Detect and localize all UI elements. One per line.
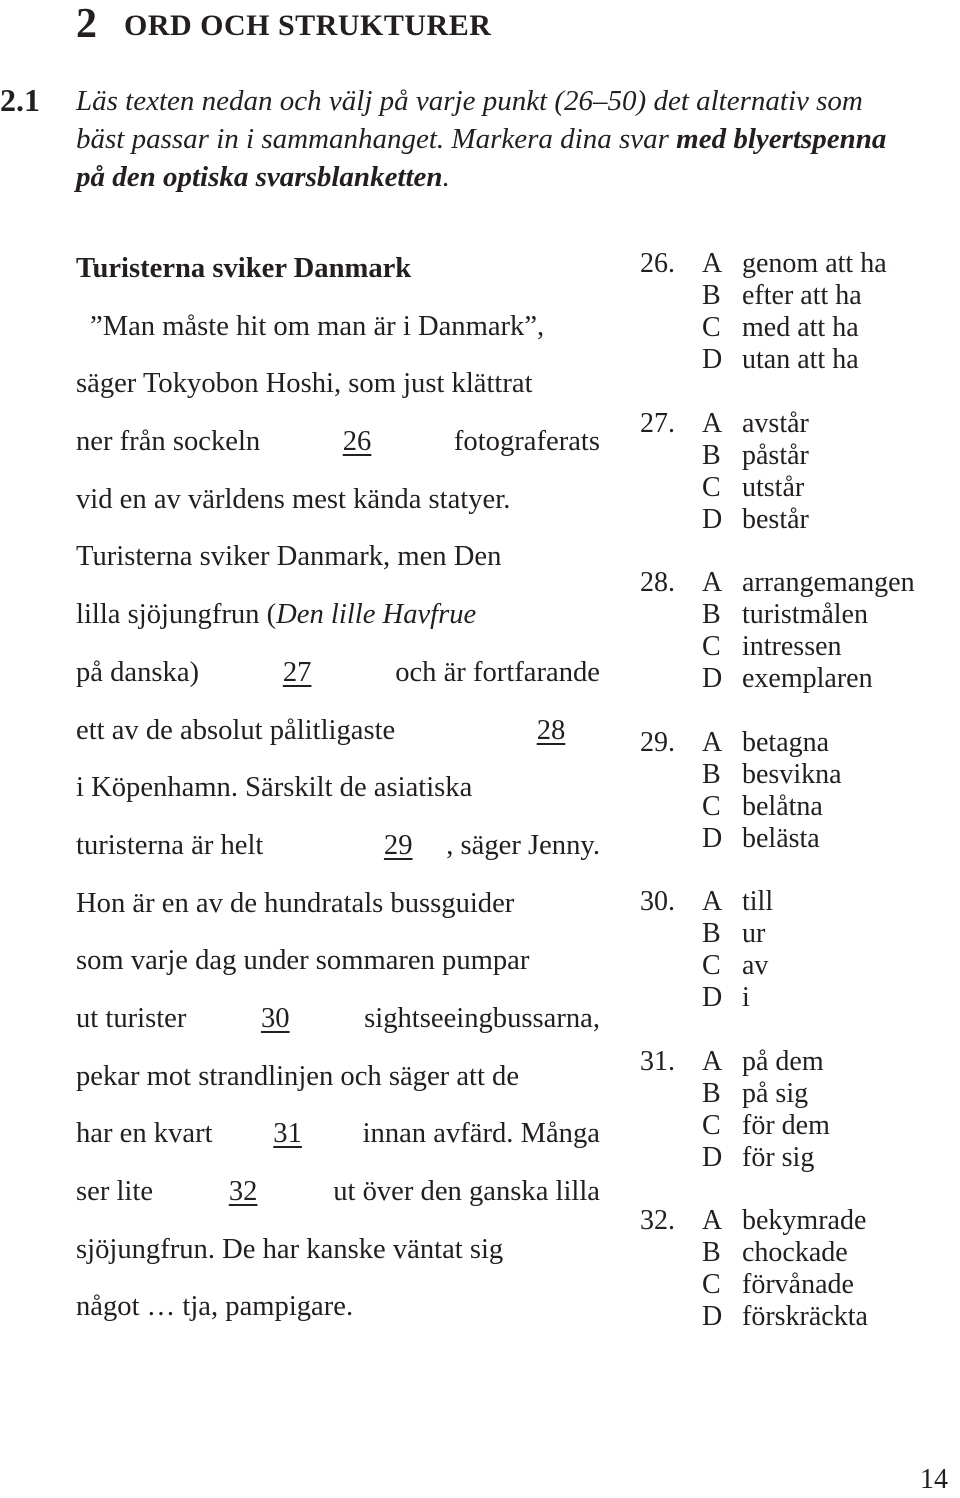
article-text: på danska) (76, 656, 200, 688)
option-text: avstår (742, 407, 809, 439)
article-text: Hon är en av de hundratals bussguider (76, 887, 515, 919)
option-letter: D (702, 663, 723, 694)
option-text: till (742, 886, 774, 917)
article-line (76, 534, 600, 592)
article-text: och är fortfarande (395, 656, 600, 688)
option-letter: D (702, 822, 723, 854)
option-b (702, 759, 842, 791)
article-text (350, 823, 600, 869)
option-letter: B (702, 1237, 721, 1268)
article-line (76, 361, 600, 419)
option-letter: D (702, 344, 723, 375)
question-number: 30. (640, 886, 675, 917)
option-b (702, 918, 765, 950)
article-text: innan avfärd. Många (362, 1118, 600, 1150)
article-line (76, 1284, 600, 1342)
option-a (702, 1046, 824, 1078)
article-text: ser lite (76, 1176, 154, 1207)
instructions-emphasis: på den optiska svarsblanketten (76, 161, 443, 193)
option-text: arrangemangen (742, 567, 915, 598)
option-c (702, 1110, 830, 1142)
question-27 (640, 408, 960, 568)
option-letter: C (702, 1109, 721, 1141)
article-text: säger Tokyobon Hoshi, som just klättrat (76, 368, 533, 400)
question-32 (640, 1205, 960, 1365)
option-letter: B (702, 758, 721, 790)
question-31 (640, 1046, 960, 1206)
option-b (702, 1078, 808, 1110)
gap-30: 30 (260, 1002, 290, 1034)
option-b (702, 599, 868, 631)
instructions-line-2 (76, 120, 960, 158)
option-letter: C (702, 1269, 721, 1300)
option-d (702, 823, 820, 855)
option-text: på sig (742, 1077, 809, 1109)
article-text: fotograferats (453, 426, 600, 458)
article-text: ner från sockeln (76, 426, 261, 458)
article-title: Turisterna sviker Danmark (76, 253, 412, 284)
option-text: belåtna (742, 790, 823, 822)
instructions-emphasis: med blyertspenna (676, 123, 887, 155)
option-a (702, 1205, 866, 1237)
option-text: av (742, 950, 769, 981)
option-text: betagna (742, 726, 830, 758)
option-letter: B (702, 918, 721, 949)
option-b (702, 440, 809, 472)
option-letter: A (702, 407, 723, 439)
instructions (76, 82, 960, 196)
article-line (76, 477, 600, 535)
page-number: 14 (920, 1464, 948, 1495)
question-28 (640, 567, 960, 727)
section-title: ORD OCH STRUKTURER (124, 9, 492, 42)
option-text: påstår (742, 439, 809, 471)
option-d (702, 1301, 868, 1333)
question-number: 29. (640, 726, 675, 758)
option-a (702, 886, 773, 918)
option-c (702, 791, 823, 823)
option-text: besvikna (742, 758, 842, 790)
option-text: efter att ha (742, 280, 862, 311)
question-26 (640, 248, 960, 408)
article-text: något … tja, pampigare. (76, 1291, 354, 1323)
option-text: för dem (742, 1109, 830, 1141)
article-text: pekar mot strandlinjen och säger att de (76, 1060, 520, 1092)
option-letter: A (702, 567, 723, 598)
section-number: 2 (76, 1, 97, 47)
option-letter: C (702, 312, 721, 343)
option-letter: B (702, 439, 721, 471)
option-text: belästa (742, 822, 820, 854)
option-c (702, 631, 842, 663)
option-text: förvånade (742, 1269, 854, 1300)
option-letter: A (702, 1045, 723, 1077)
option-text: chockade (742, 1237, 848, 1268)
option-d (702, 1142, 814, 1174)
option-letter: B (702, 280, 721, 311)
question-30 (640, 886, 960, 1046)
article-text: som varje dag under sommaren pumpar (76, 945, 530, 977)
article-text: sightseeingbussarna, (364, 1002, 600, 1034)
article-text: ut turister (76, 1002, 187, 1034)
option-text: för sig (742, 1141, 815, 1173)
article-text: har en kvart (76, 1118, 213, 1150)
option-letter: C (702, 471, 721, 503)
option-text: exemplaren (742, 663, 873, 694)
option-c (702, 312, 859, 344)
article-line (76, 1227, 600, 1285)
option-text: på dem (742, 1045, 824, 1077)
article-text: vid en av världens mest kända statyer. (76, 483, 511, 515)
subsection-number: 2.1 (0, 82, 40, 118)
article-line (76, 938, 600, 996)
option-letter: A (702, 886, 723, 917)
article-line (76, 1054, 600, 1112)
article-text: Turisterna sviker Danmark, men Den (76, 541, 502, 573)
option-letter: D (702, 1141, 723, 1173)
option-a (702, 248, 887, 280)
option-c (702, 950, 768, 982)
option-b (702, 1237, 848, 1269)
option-text: intressen (742, 631, 842, 662)
article-line (76, 708, 600, 766)
article-line (76, 996, 600, 1054)
option-letter: A (702, 1205, 723, 1236)
article-italic-text: Den lille Havfrue (276, 599, 477, 631)
question-number: 31. (640, 1045, 675, 1077)
gap-32: 32 (228, 1176, 258, 1207)
instructions-line-1: Läs texten nedan och välj på varje punkt (26–50) det alternativ som (76, 85, 863, 117)
gap-31: 31 (273, 1118, 302, 1150)
article-text: lilla sjöjungfrun ( (76, 599, 277, 631)
option-text: i (742, 982, 750, 1013)
option-b (702, 280, 862, 312)
article-line (76, 650, 600, 708)
option-text: består (742, 503, 809, 535)
option-text: ur (742, 918, 766, 949)
question-29 (640, 727, 960, 887)
gap-29: 29 (383, 829, 413, 861)
instructions-text: . (442, 161, 450, 193)
article-line (76, 592, 600, 650)
option-letter: C (702, 631, 721, 662)
option-text: utstår (742, 471, 805, 503)
article-text (76, 592, 476, 638)
gap-28: 28 (536, 714, 566, 746)
option-d (702, 663, 873, 695)
article-line (76, 304, 600, 362)
option-text: utan att ha (742, 344, 859, 375)
article-line (76, 419, 600, 477)
option-letter: B (702, 599, 721, 630)
answer-options (640, 248, 960, 1365)
article-text: , säger Jenny. (446, 829, 600, 861)
option-text: turistmålen (742, 599, 868, 630)
option-text: genom att ha (742, 248, 887, 279)
option-letter: A (702, 248, 723, 279)
article-text: ”Man måste hit om man är i Danmark”, (90, 310, 545, 342)
question-number: 26. (640, 248, 675, 279)
option-a (702, 408, 809, 440)
option-c (702, 1269, 854, 1301)
option-text: bekymrade (742, 1205, 867, 1236)
option-d (702, 504, 809, 536)
option-letter: B (702, 1077, 721, 1109)
article-line (76, 881, 600, 939)
option-d (702, 344, 859, 376)
article-text: i Köpenhamn. Särskilt de asiatiska (76, 772, 473, 804)
option-letter: A (702, 726, 723, 758)
option-a (702, 727, 829, 759)
question-number: 28. (640, 567, 675, 598)
article-text: sjöjungfrun. De har kanske väntat sig (76, 1233, 504, 1265)
option-letter: D (702, 982, 723, 1013)
article-text: ut över den ganska lilla (333, 1176, 600, 1207)
article-text: ett av de absolut pålitligaste (76, 714, 396, 746)
option-letter: D (702, 503, 723, 535)
option-letter: C (702, 790, 721, 822)
article-line (76, 765, 600, 823)
option-text: med att ha (742, 312, 859, 343)
question-number: 32. (640, 1205, 675, 1236)
option-d (702, 982, 750, 1014)
instructions-text: bäst passar in i sammanhanget. Markera dina svar (76, 123, 677, 155)
option-letter: D (702, 1301, 723, 1332)
article-line (76, 1111, 600, 1169)
article-line (76, 823, 600, 881)
option-a (702, 567, 915, 599)
article-text: turisterna är helt (76, 829, 264, 861)
instructions-line-3 (76, 158, 960, 196)
question-number: 27. (640, 407, 675, 439)
article-line (76, 1169, 600, 1227)
gap-27: 27 (282, 656, 312, 688)
option-c (702, 472, 804, 504)
gap-26: 26 (342, 426, 372, 458)
option-letter: C (702, 950, 721, 981)
article (76, 246, 600, 1342)
option-text: förskräckta (742, 1301, 868, 1332)
